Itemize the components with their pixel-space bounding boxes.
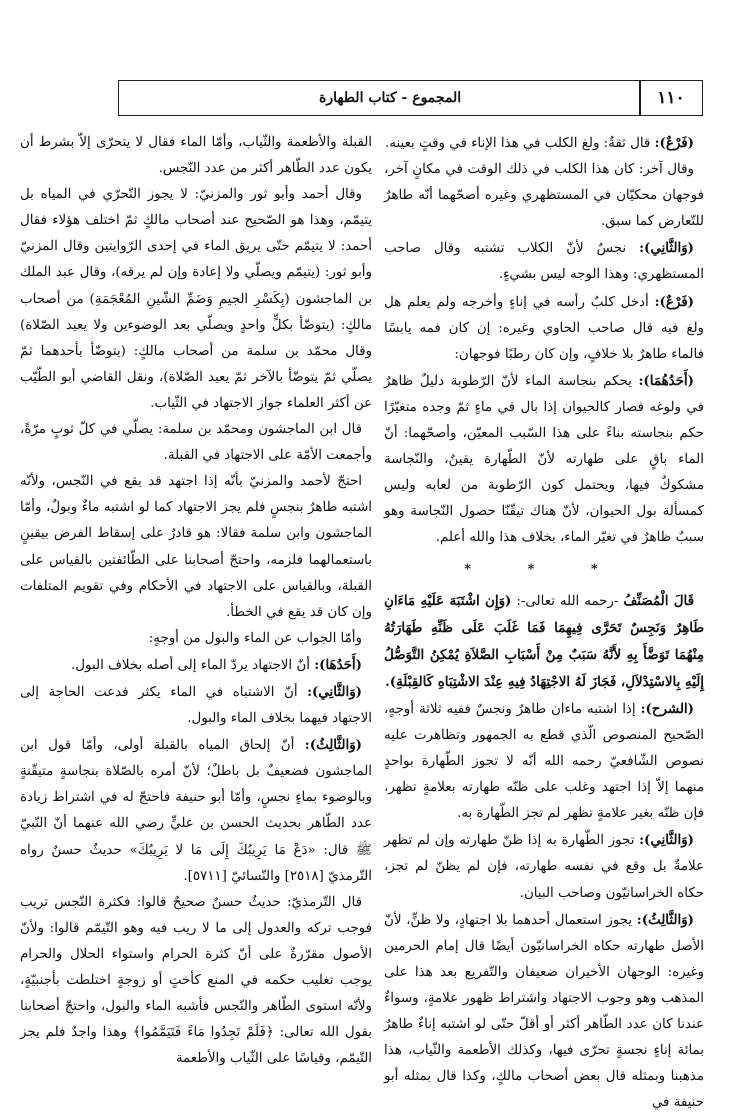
paragraph-heading: (وَالثَّانِي): xyxy=(639,832,694,849)
paragraph-text: يجوز استعمال أحدهما بلا اجتهادٍ، ولا ظنٍّ، لأنّ الأصل طهارته حكاه الخراسانيّون أيضًا قال إمام الحرمين وغيره: الوجهان الأخيران ضعيفان والتّفريع بعد هذا على المذهب وهو وجوب الاجتهاد واشتراط ظهور علامةٍ، وسواءٌ عندنا كان عدد الطّاهر أكثر أو أقلّ حتّى لو اشتبه إناءٌ طاهرٌ بمائة إناءٍ نجسةٍ تحرّى فيها، وكذلك الأطعمة والثّياب، هذا مذهبنا وبمثله قال بعض أصحاب مالكٍ، وكذا قال بمثله أبو حنيفة في xyxy=(384,912,704,1111)
paragraph xyxy=(384,827,704,906)
paragraph xyxy=(384,368,704,552)
paragraph-text: أدخل كلبٌ رأسه في إناءٍ وأخرجه ولم يعلم هل ولغ فيه قال صاحب الحاوي وغيره: إن كان فمه يابسًا فالماء طاهرٌ بلا خلافٍ، وإن كان رطبًا فوجهان: xyxy=(384,294,704,362)
paragraph-heading: (فَرْعٌ): xyxy=(654,293,694,310)
paragraph-text: يحكم بنجاسة الماء لأنّ الرّطوبة دليلٌ ظاهرٌ في ولوغه فصار كالحيوان إذا بال في ماءٍ ثمّ وجده متغيّرًا حكم بنجاسته بناءً على هذا السّبب المعيّن، وأصحّهما: أنّ الماء باقٍ على طهارته لأنّ الطّهارة يقينٌ، والنّجاسة مشكوكٌ فيها، ويحتمل كون الرّطوبة من لعابه وليس كمسألة بول الحيوان، لأنّ هناك تيقّنّا حصول النّجاسة وهو سببٌ ظاهرٌ في تغيّر الماء، بخلاف هذا والله أعلم. xyxy=(384,373,704,546)
paragraph-text: قال ثقةٌ: ولغ الكلب في هذا الإناء في وقتٍ بعينه. xyxy=(385,136,655,151)
paragraph-heading: (أَحَدُهُمَا): xyxy=(638,372,694,389)
section-separator: * * * xyxy=(464,561,624,577)
left-text-column xyxy=(20,130,372,1100)
paragraph-text: أنّ الاشتباه في الماء يكثر فدعت الحاجة إلى الاجتهاد فيهما بخلاف الماء والبول. xyxy=(20,684,372,727)
paragraph-heading: (وَالثَّانِي): xyxy=(639,240,694,257)
paragraph-heading: (أَحَدُهَا): xyxy=(314,656,362,673)
paragraph-heading: (الشرح): xyxy=(640,700,694,717)
paragraph-text: وقال آخر: كان هذا الكلب في ذلك الوقت في مكانٍ آخر، فوجهان محكيّان في المستظهري وغيره أصحّهما أنّه طاهرٌ للتّعارض كما سبق. xyxy=(384,162,704,230)
paragraph xyxy=(384,696,704,827)
paragraph-text: قال ابن الماجشون ومحمّد بن سلمة: يصلّي في كلّ ثوبٍ مرّةً، وأجمعت الأمّة على الاجتهاد في القبلة. xyxy=(20,422,372,464)
paragraph-heading: (وَالثَّانِي): xyxy=(307,683,362,700)
paragraph xyxy=(384,130,704,157)
paragraph xyxy=(20,890,372,1073)
page-header xyxy=(118,80,703,116)
paragraph-text: القبلة والأطعمة والثّياب، وأمّا الماء فقال لا يتحرّى إلاّ بشرط أن يكون عدد الطّاهر أكثر من عدد النّجس. xyxy=(20,135,372,177)
paragraph xyxy=(384,588,704,696)
paragraph xyxy=(20,652,372,679)
paragraph-text: أنّ الاجتهاد يردّ الماء إلى أصله بخلاف البول. xyxy=(71,657,315,673)
paragraph-text: وأمّا الجواب عن الماء والبول من أوجهٍ: xyxy=(148,630,362,646)
paragraph-heading: (فَرْعٌ): xyxy=(654,135,694,151)
paragraph xyxy=(384,157,704,235)
paragraph-heading: (وَالثَّالِثُ): xyxy=(636,911,694,928)
paragraph xyxy=(20,732,372,890)
page-number: ١١٠ xyxy=(657,88,685,108)
right-text-column xyxy=(384,130,704,1111)
paragraph-text: تجوز الطّهارة به إذا ظنّ طهارته وإن لم تظهر علامةٌ بل وقع في نفسه طهارته، فإن لم يظنّ لم تجز، حكاه الخراسانيّون وصاحب البيان. xyxy=(384,833,704,901)
paragraph-text: نجسٌ لأنّ الكلاب تشتبه وقال صاحب المستظهري: وهذا الوجه ليس بشيءٍ. xyxy=(384,241,704,283)
paragraph-text: قال التّرمذيّ: حديثٌ حسنٌ صحيحٌ قالوا: فكثرة النّجس تريب فوجب تركه والعدول إلى ما لا ريب فيه وهو التّيمّم قالوا: ولأنّ الأصول مقرّرةٌ على أنّ كثرة الحرام واستواء الحلال والحرام يوجب تغليب حكمه في المنع كأختٍ أو زوجةٍ اختلطت بأجنبيّةٍ، ولأنّه استوى الطّاهر والنّجس فأشبه الماء والبول، واحتجّ أصحابنا بقول الله تعالى: ﴿فَلَمْ تَجِدُوا مَاءً فَتَيَمَّمُوا﴾ وهذا واجدٌ فلم يجز التّيمّم، وقياسًا على الثّياب والأطعمة xyxy=(20,894,372,1067)
paragraph-heading: قَالَ الْمُصَنِّفُ xyxy=(623,592,694,609)
paragraph-text: احتجّ لأحمد والمزنيّ بأنّه إذا اجتهد قد يقع في النّجس، ولأنّه اشتبه طاهرٌ بنجسٍ فلم يجز الاجتهاد كما لو اشتبه ماءٌ وبولٌ، وأمّا الماجشون وابن سلمة فقالا: هو قادرٌ على إسقاط الفرض بيقينٍ باستعمالهما فلزمه، واحتجّ أصحابنا على الطّائفتين بالقياس على القبلة، وبالقياس على الاجتهاد في الأحكام وفي تقويم المتلفات وإن كان قد يقع في الخطأ. xyxy=(20,474,372,620)
paragraph xyxy=(384,907,704,1116)
paragraph-text: -رحمه الله تعالى-: xyxy=(511,593,624,609)
paragraph xyxy=(384,235,704,288)
paragraph xyxy=(20,417,372,469)
paragraph-heading: (وَالثَّالِثُ): xyxy=(304,737,362,754)
paragraph xyxy=(20,626,372,652)
paragraph xyxy=(20,679,372,732)
quoted-matn: (وَإِن اشْتَبَهَ عَلَيْهِ مَاءَانِ طَاهِرٌ وَنَجِسٌ تَحَرَّى فِيهِمَا فَمَا غَلَبَ عَلَى ظَنِّهِ طَهَارَتُهُ مِنْهُمَا تَوَضَّأَ بِهِ لأَنَّهُ سَبَبٌ مِنْ أَسْبَابِ الصَّلاَةِ يُمْكِنُ التَّوَصُّلُ إِلَيْهِ بِالاسْتِدْلاَلِ، فَجَازَ لَهُ الاجْتِهَادُ فِيهِ عِنْدَ الاشْتِبَاهِ كَالقِبْلَةِ). xyxy=(384,592,704,690)
paragraph-text: أنّ إلحاق المياه بالقبلة أولى، وأمّا قول ابن الماجشون فضعيفٌ بل باطلٌ؛ لأنّ أمره بالصّلاة بنجاسةٍ متيقّنةٍ وبالوضوء بماءٍ نجسٍ، وأمّا أبو حنيفة فاحتجّ له في اشتراط زيادة عدد الطّاهر بحديث الحسن بن عليٍّ رضي الله عنهما أنّ النّبيّ ﷺ قال: «دَعْ مَا يَرِيبُكَ إِلَى مَا لا يَرِيبُكَ» حديثٌ حسنٌ رواه التّرمذيّ [٢٥١٨] والنّسائيّ [٥٧١١]. xyxy=(20,738,372,884)
paragraph xyxy=(20,469,372,626)
paragraph-text: وقال أحمد وأبو ثور والمزنيّ: لا يجوز التّحرّي في المياه بل يتيمّم، وهذا هو الصّحيح عند أصحاب مالكٍ ثمّ اختلف هؤلاء فقال أحمد: لا يتيمّم حتّى يريق الماء في إحدى الرّوايتين وقال المزنيّ وأبو ثور: (يتيمّم ويصلّي ولا إعادة وإن لم يرقه)، وقال عبد الملك بن الماجشون (بِكَسْرِ الجيمِ وَضَمِّ الشّينِ المُعْجَمَةِ) من أصحاب مالكٍ: (يتوضّأ بكلٍّ واحدٍ ويصلّي بعد الوضوءين ولا يعيد الصّلاة) وقال محمّد بن سلمة من أصحاب مالكٍ: (يتوضّأ بأحدهما ثمّ يصلّي ثمّ يتوضّأ بالآخر ثمّ يعيد الصّلاة)، ونقل القاضي أبو الطّيّب عن أكثر العلماء جواز الاجتهاد في الثّياب. xyxy=(20,187,372,411)
paragraph xyxy=(20,182,372,417)
paragraph-text: إذا اشتبه ماءان طاهرٌ ونجسٌ ففيه ثلاثة أوجهٍ، الصّحيح المنصوص الّذي قطع به الجمهور وتظاهرت عليه نصوص الشّافعيّ رحمه الله أنّه لا تجوز الطّهارة بواحدٍ منهما إلاّ إذا اجتهد وغلب على ظنّه طهارته بعلامةٍ تظهر، فإن ظنّه بغير علامةٍ تظهر لم تجز الطّهارة به. xyxy=(384,701,704,822)
paragraph xyxy=(384,289,704,368)
paragraph xyxy=(20,130,372,182)
running-title: المجموع - كتاب الطهارة xyxy=(319,90,462,106)
